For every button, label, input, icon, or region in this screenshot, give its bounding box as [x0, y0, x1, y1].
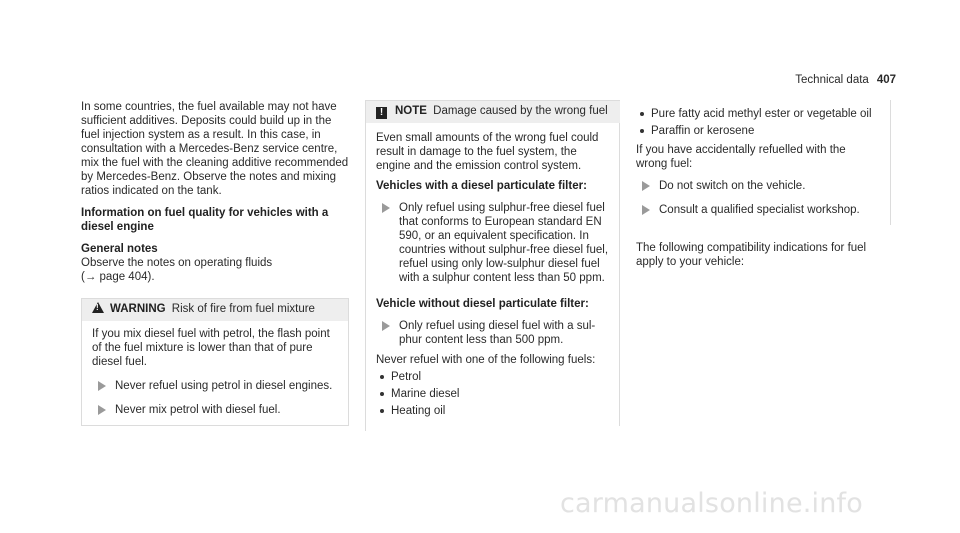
- running-header: [795, 73, 896, 87]
- warning-box: [81, 298, 349, 426]
- page-number: 407: [876, 74, 896, 86]
- watermark: carmanualsonline.info: [560, 488, 863, 519]
- arrow-right-icon: [98, 405, 106, 415]
- arrow-right-icon: [382, 321, 390, 331]
- warning-text: If you mix diesel fuel with petrol, the flash point of the fuel mixture is lower than that of pure diesel fuel.: [92, 328, 330, 368]
- bullet-icon: [380, 409, 384, 413]
- note-body: [366, 123, 620, 426]
- subheading-general-notes: General notes: [81, 243, 158, 255]
- arrow-right-icon: [98, 381, 106, 391]
- instruction-item: Never refuel using petrol in diesel engines.: [92, 379, 338, 393]
- compatibility-text: The following compatibility indications for fuel apply to your vehicle:: [636, 242, 867, 268]
- accident-text: If you have accidentally refuelled with the wrong fuel:: [636, 144, 846, 170]
- list-item: Petrol: [376, 370, 609, 384]
- bullet-icon: [380, 375, 384, 379]
- column-middle: [365, 100, 620, 431]
- instruction-item: Never mix petrol with diesel fuel.: [92, 403, 338, 417]
- bullet-icon: [640, 112, 644, 116]
- warning-label: WARNING: [110, 303, 166, 315]
- section-heading-fuel-quality: Information on fuel quality for vehicles with a diesel engine: [81, 207, 329, 233]
- never-refuel-text: Never refuel with one of the following fuels:: [376, 354, 596, 366]
- list-item: Paraffin or kerosene: [636, 124, 880, 138]
- note-text: Even small amounts of the wrong fuel could result in damage to the fuel system, the engine and the emission control system.: [376, 132, 599, 172]
- section-title: Technical data: [795, 74, 869, 86]
- heading-without-filter: Vehicle without diesel particulate filter:: [376, 298, 589, 310]
- instruction-item: Only refuel using diesel fuel with a sulphur content less than 500 ppm.: [376, 319, 609, 347]
- instruction-item: Do not switch on the vehicle.: [636, 179, 880, 193]
- list-item: Marine diesel: [376, 387, 609, 401]
- column-right: [636, 100, 891, 269]
- note-label: NOTE: [395, 105, 427, 117]
- list-item: Pure fatty acid methyl ester or vegetable oil: [636, 107, 880, 121]
- note-box-continued: [622, 100, 891, 225]
- column-left: [81, 100, 349, 426]
- warning-title: Risk of fire from fuel mixture: [171, 303, 315, 315]
- bullet-icon: [380, 392, 384, 396]
- note-box: [365, 100, 620, 431]
- heading-with-filter: Vehicles with a diesel particulate filter:: [376, 180, 587, 192]
- general-notes-text: Observe the notes on operating fluids (→ page 404).: [81, 257, 273, 283]
- intro-paragraph: In some countries, the fuel available may not have sufficient additives. Deposits could build up in the fuel injection system as a result. In this case, in consultation with a Mercedes-Benz service centre, mix the fuel with the cleaning additive recommended by Mercedes-Benz. Observe the notes and mixing ratios indicated on the tank.: [81, 101, 349, 197]
- arrow-right-icon: [642, 181, 650, 191]
- page-reference-link[interactable]: (→ page 404).: [81, 271, 155, 283]
- bullet-icon: [640, 129, 644, 133]
- arrow-right-icon: [642, 205, 650, 215]
- note-header: [366, 101, 620, 123]
- note-title: Damage caused by the wrong fuel: [433, 105, 608, 117]
- warning-header: [82, 299, 348, 321]
- arrow-right-icon: [382, 203, 390, 213]
- warning-triangle-icon: [92, 302, 104, 313]
- instruction-item: Consult a qualified specialist workshop.: [636, 203, 880, 217]
- warning-body: [82, 321, 348, 425]
- exclamation-square-icon: !: [376, 107, 387, 119]
- list-item: Heating oil: [376, 404, 609, 418]
- instruction-item: Only refuel using sulphur-free diesel fuel that conforms to European standard EN 590, or an equivalent specification. In countries without sulphur-free diesel fuel, refuel using only low-sulphur diesel fuel with a sulphur content less than 50 ppm.: [376, 201, 609, 285]
